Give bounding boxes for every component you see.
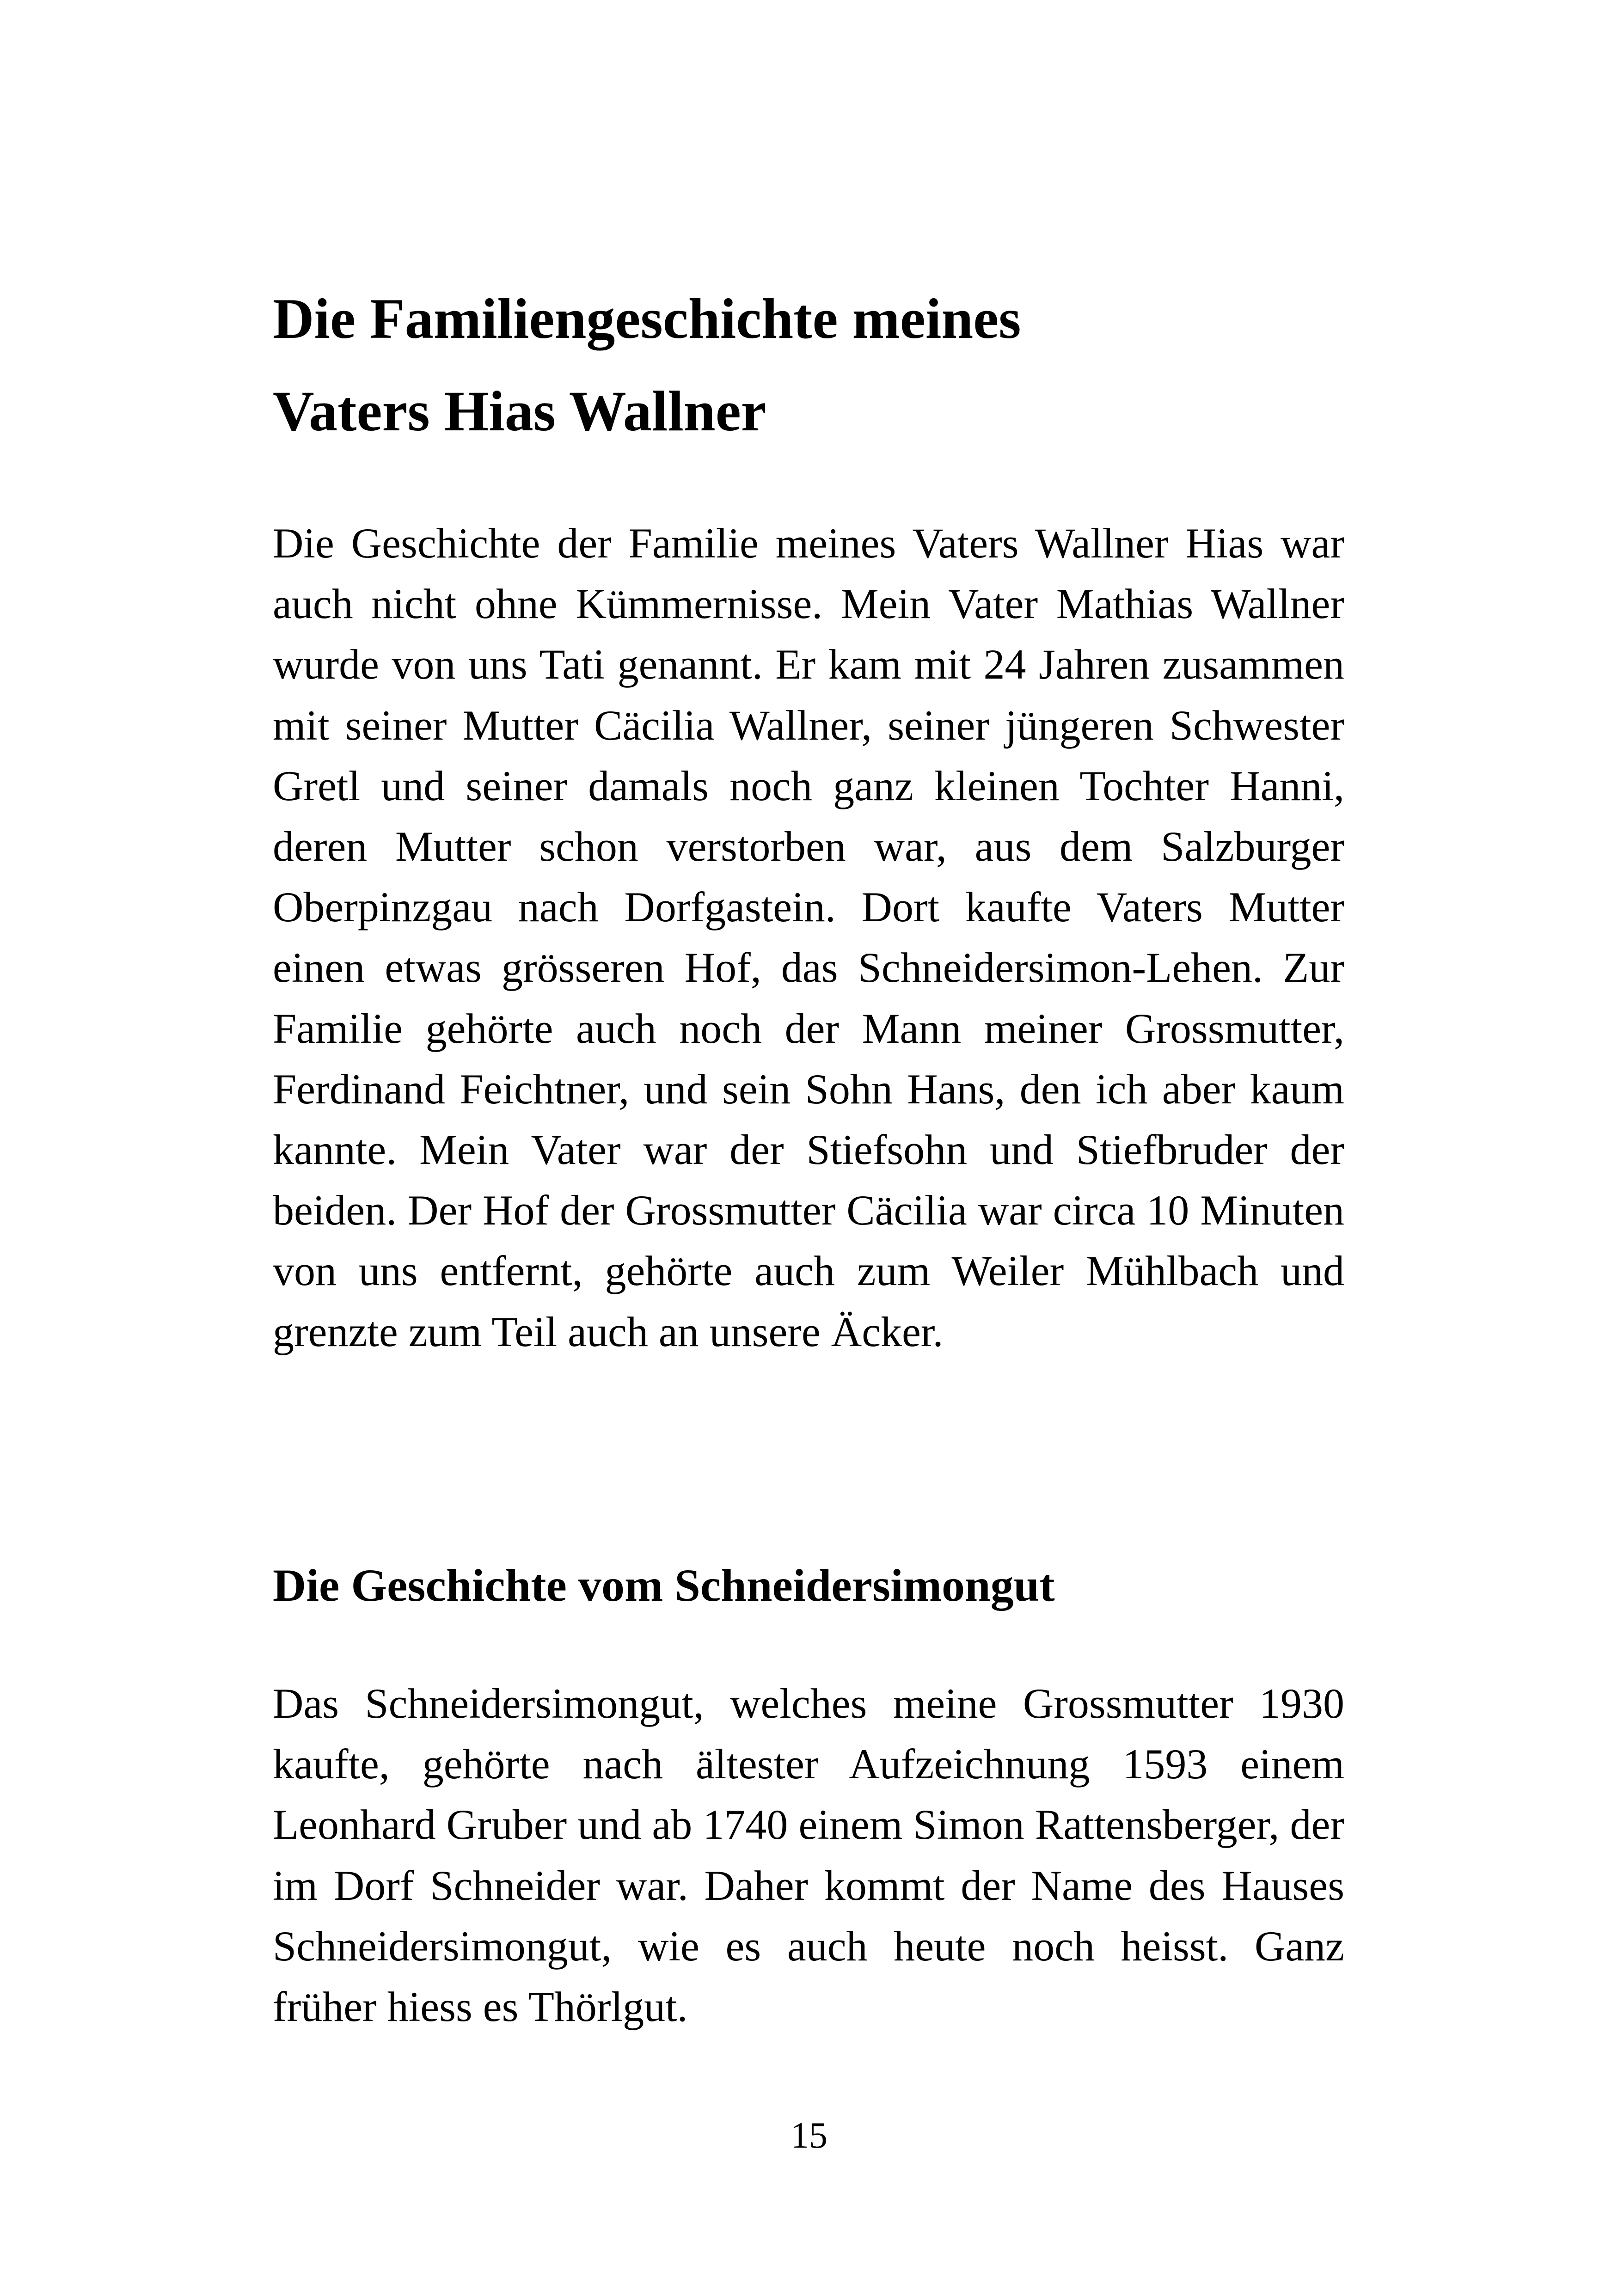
body-paragraph-2: Das Schneidersimongut, welches meine Grossmutter 1930 kaufte, gehörte nach ältester Aufzeichnung 1593 einem Leonhard Gruber und ab 1740 einem Simon Rattensberger, der im Dorf Schneider war. Daher kommt der Name des Hauses Schneidersimongut, wie es auch heute noch heisst. Ganz früher hiess es Thörlgut. [273, 1680, 1344, 2031]
body-paragraph-1: Die Geschichte der Familie meines Vaters Wallner Hias war auch nicht ohne Kümmernisse. Mein Vater Mathias Wallner wurde von uns Tati genannt. Er kam mit 24 Jahren zusammen mit seiner Mutter Cäcilia Wallner, seiner jüngeren Schwester Gretl und seiner damals noch ganz kleinen Tochter Hanni, deren Mutter schon verstorben war, aus dem Salzburger Oberpinzgau nach Dorfgastein. Dort kaufte Vaters Mutter einen etwas grösseren Hof, das Schneidersimon-Lehen. Zur Familie gehörte auch noch der Mann meiner Grossmutter, Ferdinand Feichtner, und sein Sohn Hans, den ich aber kaum kannte. Mein Vater war der Stiefsohn und Stiefbruder der beiden. Der Hof der Grossmutter Cäcilia war circa 10 Minuten von uns entfernt, gehörte auch zum Weiler Mühlbach und grenzte zum Teil auch an unsere Äcker. [273, 520, 1344, 1355]
page-number: 15 [791, 2115, 827, 2156]
chapter-title [273, 273, 1344, 458]
chapter-title-line-1: Die Familiengeschichte meines [273, 287, 1021, 350]
chapter-title-line-2: Vaters Hias Wallner [273, 380, 766, 443]
section-heading: Die Geschichte vom Schneidersimongut [273, 1560, 1055, 1611]
